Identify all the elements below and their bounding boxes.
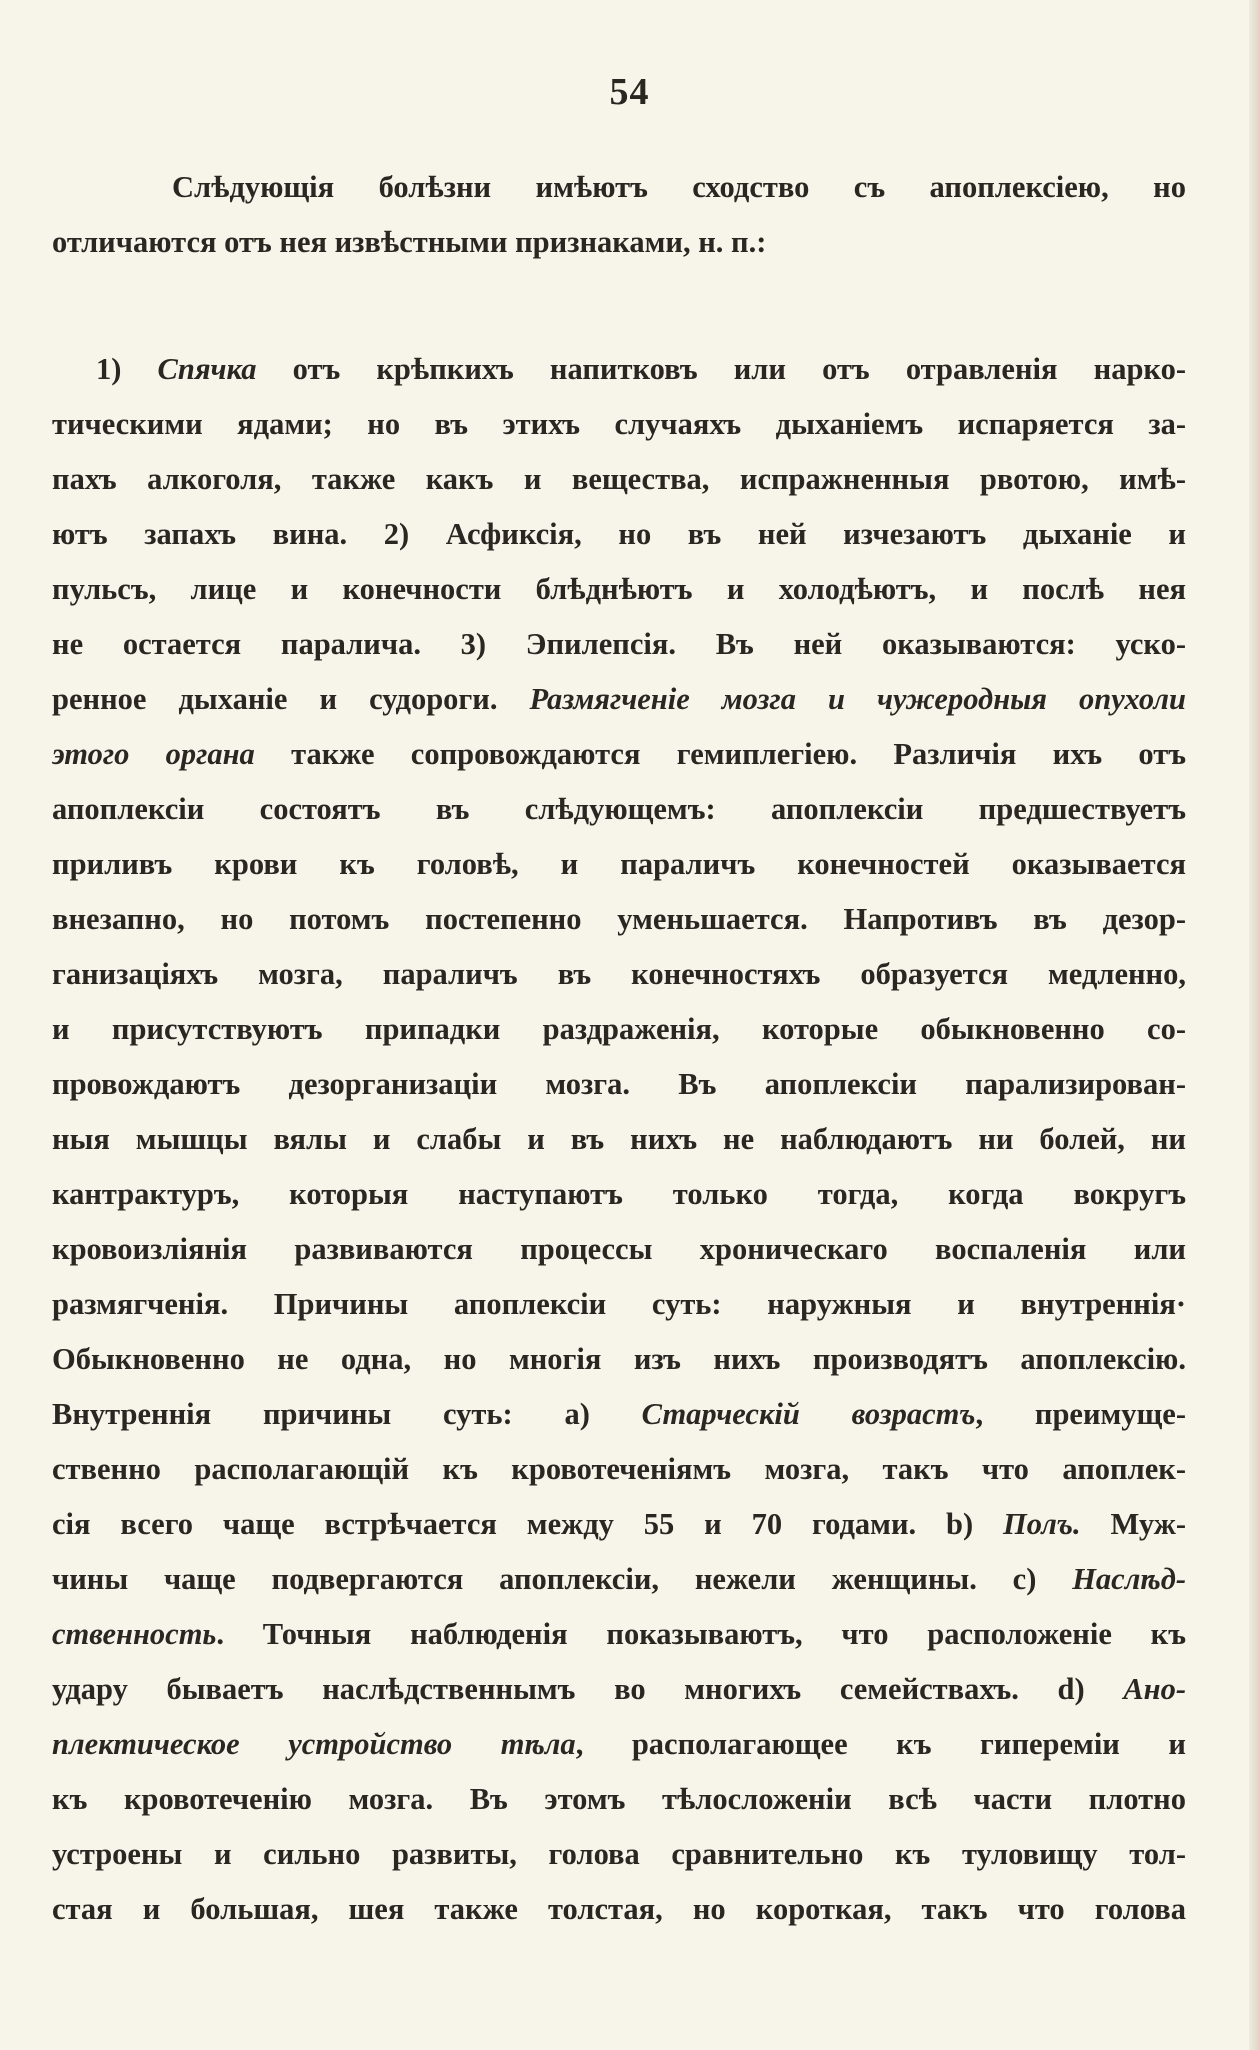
text-line: плектическое устройство тѣла, располагающее къ гипереміи и bbox=[52, 1727, 1186, 1761]
text-line: ственно располагающій къ кровотеченіямъ мозга, такъ что апоплек- bbox=[52, 1452, 1186, 1486]
text-line: ственность. Точныя наблюденія показываютъ, что расположеніе къ bbox=[52, 1617, 1186, 1651]
text-line: Внутреннія причины суть: a) Старческій возрастъ, преимуще- bbox=[52, 1397, 1186, 1431]
italic-term: ственность bbox=[52, 1617, 217, 1651]
text-line: размягченія. Причины апоплексіи суть: наружныя и внутреннія· bbox=[52, 1287, 1186, 1321]
text-line: удару бываетъ наслѣдственнымъ во многихъ семействахъ. d) Ано- bbox=[52, 1672, 1186, 1706]
text-line: кровоизліянія развиваются процессы хроническаго воспаленія или bbox=[52, 1232, 1186, 1266]
text-line: провождаютъ дезорганизаціи мозга. Въ апоплексіи парализирован- bbox=[52, 1067, 1186, 1101]
text-line: приливъ крови къ головѣ, и параличъ конечностей оказывается bbox=[52, 847, 1186, 881]
text-line: кантрактуръ, которыя наступаютъ только тогда, когда вокругъ bbox=[52, 1177, 1186, 1211]
page-edge bbox=[1249, 0, 1259, 2050]
text-line: отличаются отъ нея извѣстными признаками, н. п.: bbox=[52, 225, 767, 259]
italic-term: Полъ. bbox=[1003, 1507, 1081, 1541]
italic-term: плектическое устройство тѣла bbox=[52, 1727, 576, 1761]
text-line: 1) Спячка отъ крѣпкихъ напитковъ или отъ отравленія нарко- bbox=[96, 352, 1186, 386]
text-line: этого органа также сопровождаются гемиплегіею. Различія ихъ отъ bbox=[52, 737, 1186, 771]
text-line: Обыкновенно не одна, но многія изъ нихъ производятъ апоплексію. bbox=[52, 1342, 1186, 1376]
text-line: апоплексіи состоятъ въ слѣдующемъ: апоплексіи предшествуетъ bbox=[52, 792, 1186, 826]
text-line: къ кровотеченію мозга. Въ этомъ тѣлосложеніи всѣ части плотно bbox=[52, 1782, 1186, 1816]
page-number: 54 bbox=[609, 71, 650, 113]
text-line: стая и большая, шея также толстая, но короткая, такъ что голова bbox=[52, 1892, 1186, 1926]
italic-term: Спячка bbox=[157, 352, 257, 386]
text-line: тическими ядами; но въ этихъ случаяхъ дыханіемъ испаряется за- bbox=[52, 407, 1186, 441]
italic-term: Наслѣд- bbox=[1072, 1562, 1186, 1596]
text-line: и присутствуютъ припадки раздраженія, которые обыкновенно со- bbox=[52, 1012, 1186, 1046]
text-line: пахъ алкоголя, также какъ и вещества, испражненныя рвотою, имѣ- bbox=[52, 462, 1186, 496]
italic-term: этого органа bbox=[52, 737, 255, 771]
italic-term: Ано- bbox=[1123, 1672, 1186, 1706]
text-line: Слѣдующія болѣзни имѣютъ сходство съ апоплексіею, но bbox=[172, 170, 1186, 204]
text-line: ренное дыханіе и судороги. Размягченіе мозга и чужеродныя опухоли bbox=[52, 682, 1186, 716]
text-line: чины чаще подвергаются апоплексіи, нежели женщины. c) Наслѣд- bbox=[52, 1562, 1186, 1596]
italic-term: Размягченіе мозга и чужеродныя опухоли bbox=[529, 682, 1186, 716]
text-line: внезапно, но потомъ постепенно уменьшается. Напротивъ въ дезор- bbox=[52, 902, 1186, 936]
text-line: пульсъ, лице и конечности блѣднѣютъ и холодѣютъ, и послѣ нея bbox=[52, 572, 1186, 606]
text-line: не остается паралича. 3) Эпилепсія. Въ ней оказываются: уско- bbox=[52, 627, 1186, 661]
italic-term: Старческій возрастъ bbox=[641, 1397, 976, 1431]
text-line: ютъ запахъ вина. 2) Асфиксія, но въ ней изчезаютъ дыханіе и bbox=[52, 517, 1186, 551]
text-line: ганизаціяхъ мозга, параличъ въ конечностяхъ образуется медленно, bbox=[52, 957, 1186, 991]
text-line: устроены и сильно развиты, голова сравнительно къ туловищу тол- bbox=[52, 1837, 1186, 1871]
text-line: ныя мышцы вялы и слабы и въ нихъ не наблюдаютъ ни болей, ни bbox=[52, 1122, 1186, 1156]
text-line: сія всего чаще встрѣчается между 55 и 70 годами. b) Полъ. Муж- bbox=[52, 1507, 1186, 1541]
intro-paragraph bbox=[52, 160, 1186, 270]
main-paragraph bbox=[52, 342, 1186, 1937]
